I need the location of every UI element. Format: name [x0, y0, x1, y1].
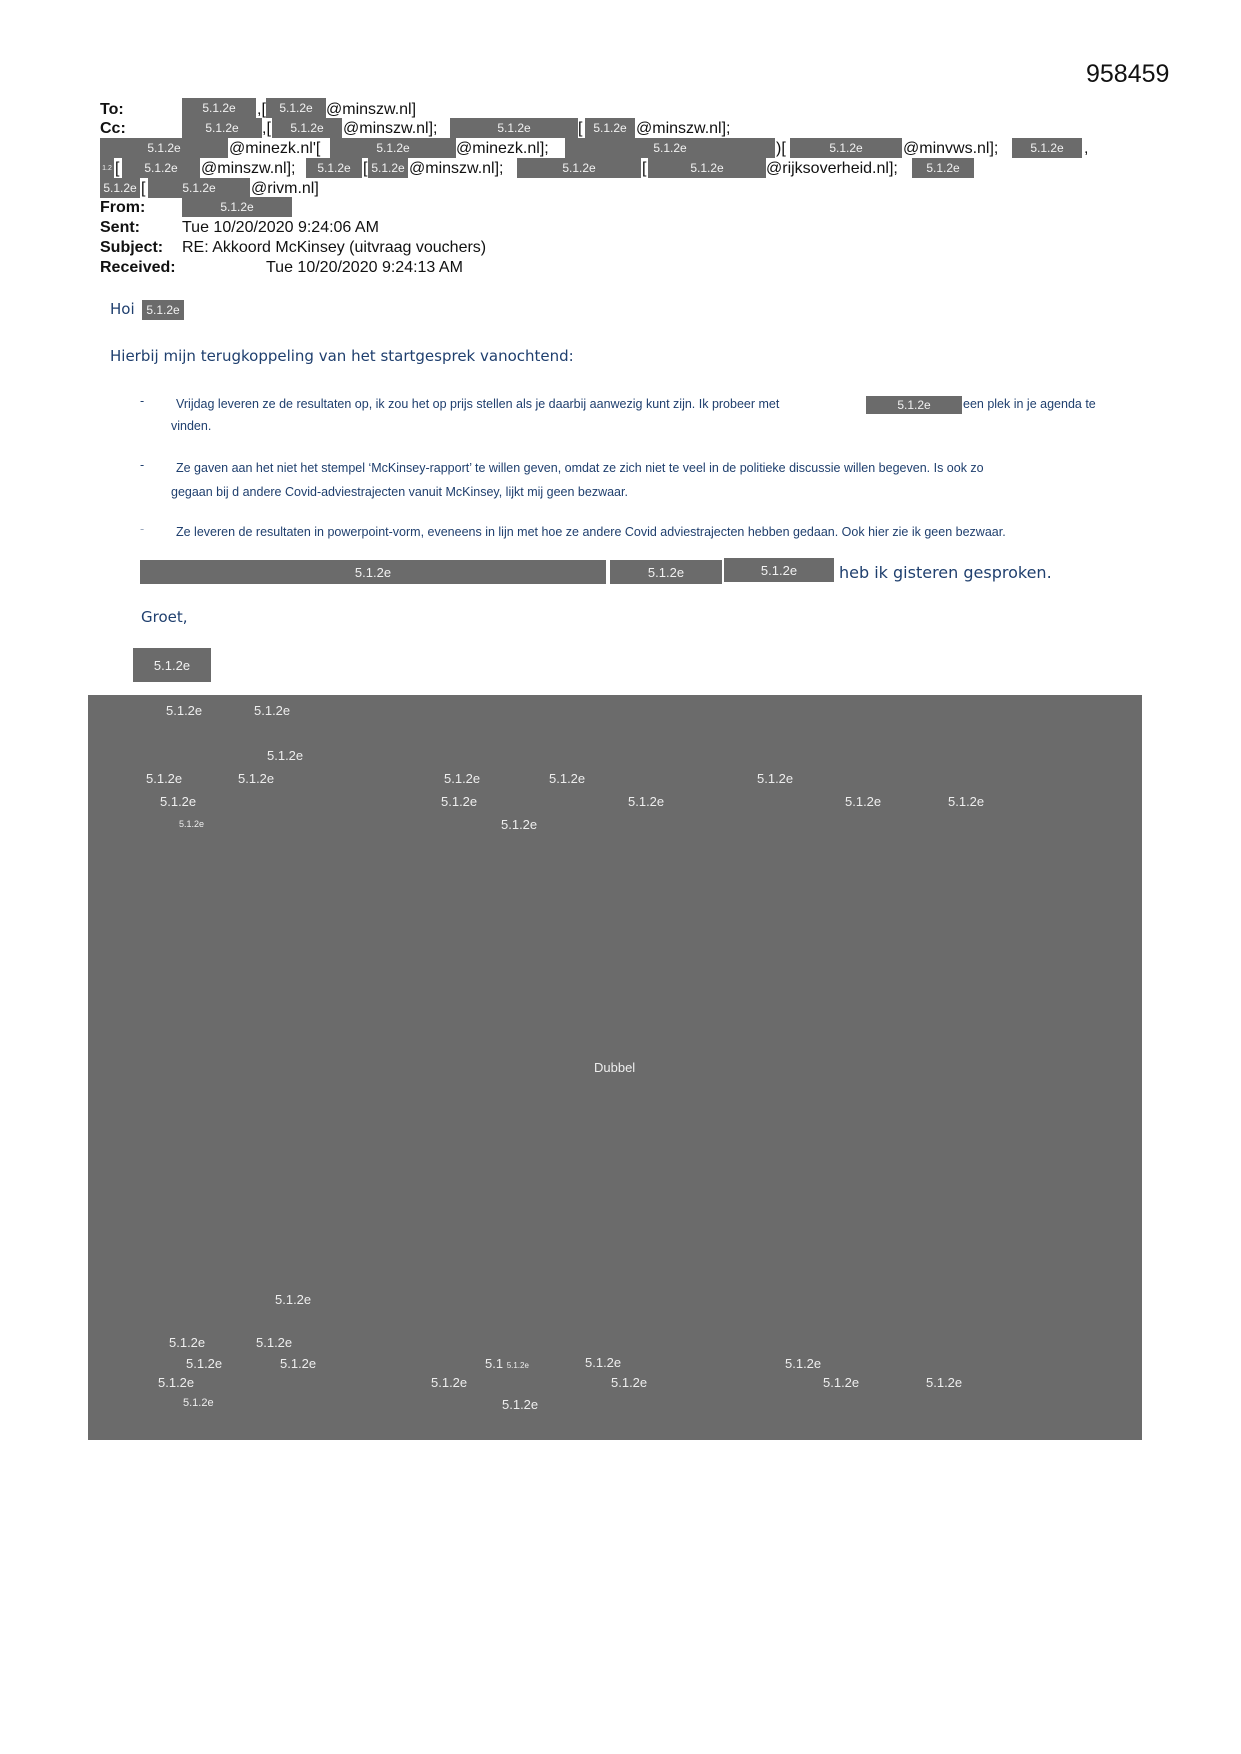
email-domain: @rivm.nl]: [251, 180, 319, 197]
redaction-box: 5.1.2e: [148, 178, 250, 198]
bullet-1-text: vinden.: [171, 419, 212, 433]
email-domain: @minvws.nl];: [903, 140, 999, 157]
received-label: Received:: [100, 259, 176, 276]
redaction-box: 5.1.2e: [140, 560, 606, 584]
redaction-box: 5.1.2e: [182, 118, 262, 138]
redaction-code: 5.1.2e: [845, 794, 882, 809]
redaction-code: 5.1.2e: [158, 1375, 195, 1390]
sent-value: Tue 10/20/2020 9:24:06 AM: [182, 219, 379, 236]
line-4-text: heb ik gisteren gesproken.: [839, 563, 1052, 582]
email-domain: @minszw.nl]: [326, 101, 417, 118]
redaction-code: 5.1.2e: [501, 817, 538, 832]
sent-label: Sent:: [100, 219, 140, 236]
redaction-code: 5.1.2e: [169, 1335, 206, 1350]
email-domain: @minszw.nl];: [636, 120, 731, 137]
greeting: Hoi: [110, 300, 135, 318]
redaction-box: 5.1.2e: [122, 158, 200, 178]
signature-redaction: 5.1.2e: [133, 648, 211, 682]
large-redaction-block: [88, 695, 1142, 1440]
bullet-2-text: Ze gaven aan het niet het stempel ‘McKinsey-rapport’ te willen geven, omdat ze zich niet te veel in de politieke discussie willen begeven. Is ook zo: [176, 461, 984, 475]
redaction-code: 5.1.2e: [757, 771, 794, 786]
redaction-box: 5.1.2e: [790, 138, 902, 158]
redaction-code: 5.1.2e: [628, 794, 665, 809]
redaction-box: 5.1.2e: [142, 300, 184, 320]
redaction-code: 5.1.2e: [183, 1397, 214, 1409]
bullet-1-text: Vrijdag leveren ze de resultaten op, ik zou het op prijs stellen als je daarbij aanwezig kunt zijn. Ik probeer met: [176, 397, 780, 411]
redaction-box: 5.1.2e: [182, 98, 256, 118]
redaction-code: 5.1.2e: [502, 1397, 539, 1412]
redaction-box: 5.1.2e: [450, 118, 578, 138]
redaction-code: 5.1.2e: [948, 794, 985, 809]
email-domain: @rijksoverheid.nl];: [766, 160, 898, 177]
redaction-code: 5.1.2e: [238, 771, 275, 786]
redaction-box: 5.1.2e: [100, 178, 140, 198]
redaction-code: 5.1.2e: [256, 1335, 293, 1350]
redaction-box: 5.1.2e: [648, 158, 766, 178]
redaction-box: 5.1.2e: [866, 396, 962, 414]
redaction-code: 5.1.2e: [585, 1355, 622, 1370]
redaction-code: 5.1.2e: [444, 771, 481, 786]
redaction-code: 5.1.2e: [179, 819, 205, 829]
email-domain: @minszw.nl];: [201, 160, 296, 177]
redaction-box: 5.1.2e: [306, 158, 362, 178]
redaction-box: 5.1.2e: [585, 118, 635, 138]
redaction-box: 5.1.2e: [266, 98, 326, 118]
received-value: Tue 10/20/2020 9:24:13 AM: [266, 259, 463, 276]
redaction-code: 5.1.2e: [254, 703, 291, 718]
redaction-code: 5.1.2e: [785, 1356, 822, 1371]
redaction-box: 5.1.2e: [368, 158, 408, 178]
redaction-code: 5.1 5.1.2e: [485, 1356, 529, 1371]
redaction-box: 5.1.2e: [912, 158, 974, 178]
redaction-box: 1.2: [100, 158, 114, 178]
bullet-2-text: gegaan bij d andere Covid-adviestrajecten vanuit McKinsey, lijkt mij geen bezwaar.: [171, 485, 628, 499]
redaction-code: 5.1.2e: [823, 1375, 860, 1390]
redaction-box: 5.1.2e: [1012, 138, 1082, 158]
email-domain: @minezk.nl'[: [229, 140, 321, 157]
redaction-box: 5.1.2e: [330, 138, 456, 158]
cc-label: Cc:: [100, 120, 126, 137]
redaction-code: 5.1.2e: [611, 1375, 648, 1390]
email-domain: @minszw.nl];: [343, 120, 438, 137]
intro-text: Hierbij mijn terugkoppeling van het startgesprek vanochtend:: [110, 347, 574, 365]
redaction-code: 5.1.2e: [280, 1356, 317, 1371]
redaction-code: 5.1.2e: [275, 1292, 312, 1307]
closing: Groet,: [141, 608, 188, 626]
redaction-code: 5.1.2e: [186, 1356, 223, 1371]
subject-value: RE: Akkoord McKinsey (uitvraag vouchers): [182, 239, 487, 256]
document-number: 958459: [1086, 60, 1170, 88]
redaction-code: 5.1.2e: [431, 1375, 468, 1390]
redaction-box: 5.1.2e: [517, 158, 641, 178]
bullet-3-text: Ze leveren de resultaten in powerpoint-vorm, eveneens in lijn met hoe ze andere Covid adviestrajecten hebben gedaan. Ook hier zie ik geen bezwaar.: [176, 525, 1006, 539]
redaction-box: 5.1.2e: [724, 558, 834, 582]
bullet-1-text: een plek in je agenda te: [963, 397, 1096, 411]
redaction-code: 5.1.2e: [549, 771, 586, 786]
email-domain: @minezk.nl];: [456, 140, 549, 157]
redaction-code: 5.1.2e: [441, 794, 478, 809]
redaction-code: 5.1.2e: [146, 771, 183, 786]
redaction-box: 5.1.2e: [610, 560, 722, 584]
subject-label: Subject:: [100, 239, 164, 256]
redaction-code: 5.1.2e: [267, 748, 304, 763]
redaction-code: 5.1.2e: [926, 1375, 963, 1390]
duplicate-label: Dubbel: [594, 1060, 636, 1075]
redaction-box: 5.1.2e: [100, 138, 228, 158]
redaction-box: 5.1.2e: [272, 118, 342, 138]
redaction-code: 5.1.2e: [160, 794, 197, 809]
to-label: To:: [100, 101, 124, 118]
redaction-code: 5.1.2e: [166, 703, 203, 718]
redaction-box: 5.1.2e: [565, 138, 775, 158]
email-domain: @minszw.nl];: [409, 160, 504, 177]
from-label: From:: [100, 199, 146, 216]
redaction-box: 5.1.2e: [182, 197, 292, 217]
